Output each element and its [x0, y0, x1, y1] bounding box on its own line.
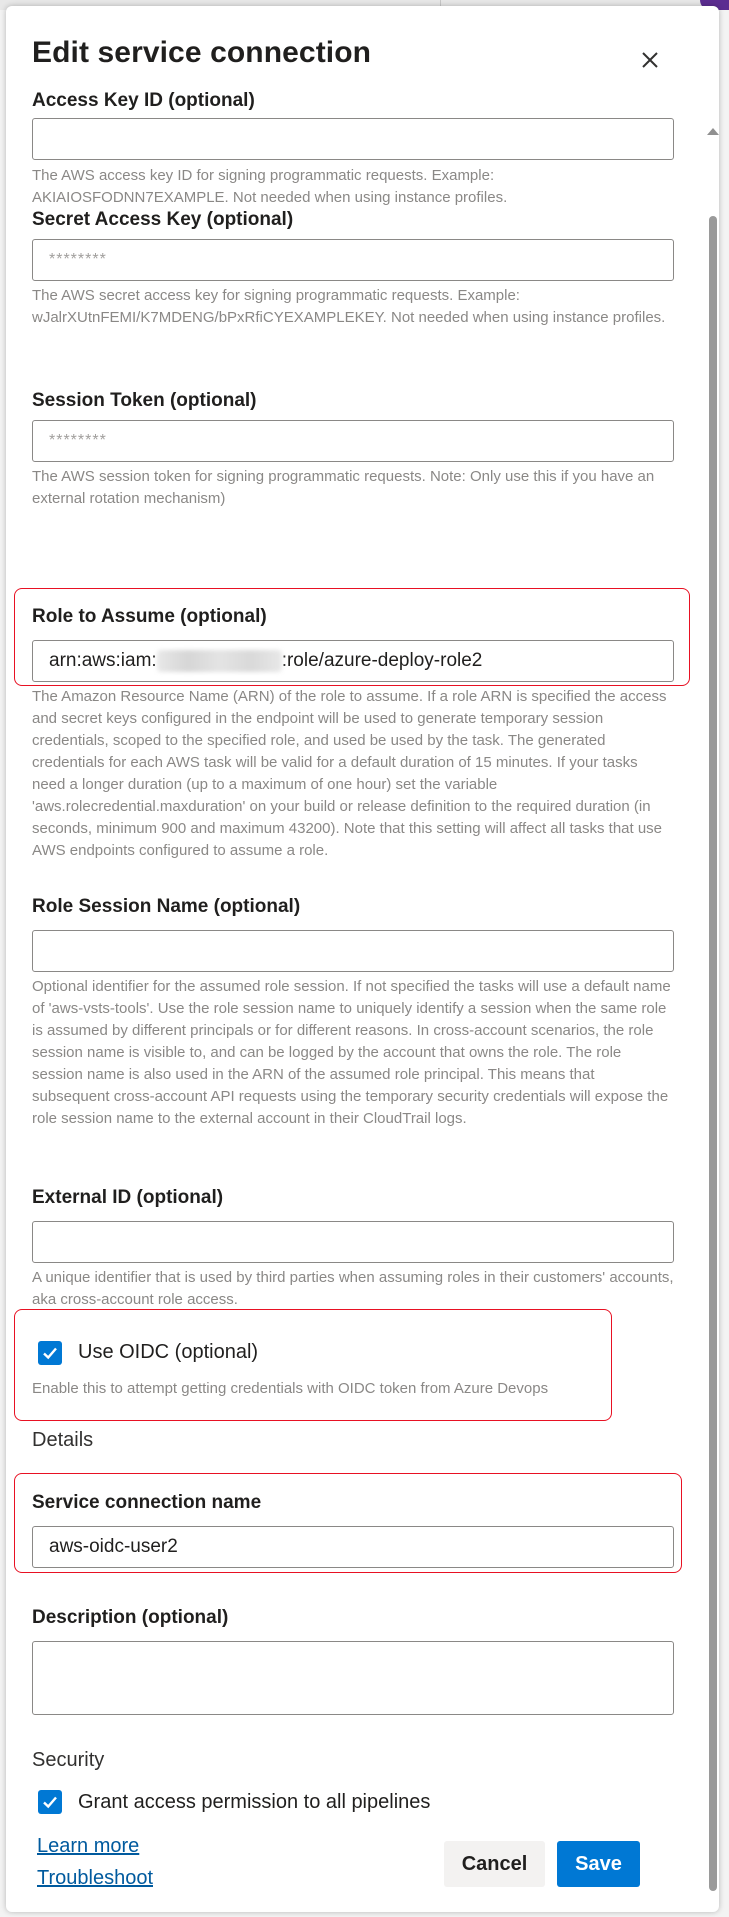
session-token-group: [32, 390, 677, 510]
use-oidc-group: [32, 1340, 677, 1400]
service-connection-name-label: Service connection name: [32, 1492, 262, 1513]
grant-access-checkbox[interactable]: [38, 1790, 62, 1814]
use-oidc-checkbox[interactable]: [38, 1341, 62, 1365]
role-arn-prefix: arn:aws:iam:: [49, 650, 157, 671]
external-id-input[interactable]: [32, 1221, 674, 1263]
session-token-help: The AWS session token for signing programmatic requests. Note: Only use this if you have an external rotation mechanism): [32, 468, 655, 507]
use-oidc-help: Enable this to attempt getting credentials with OIDC token from Azure Devops: [32, 1380, 549, 1397]
description-textarea[interactable]: [32, 1641, 674, 1715]
edit-service-connection-dialog: [6, 6, 719, 1912]
save-button[interactable]: Save: [557, 1841, 640, 1887]
checkmark-icon: [41, 1793, 59, 1811]
access-key-id-input[interactable]: [32, 118, 674, 160]
redacted-account-id: [157, 650, 282, 672]
role-to-assume-label: Role to Assume (optional): [32, 606, 267, 627]
scrollbar-thumb[interactable]: [709, 216, 717, 1891]
checkmark-icon: [41, 1344, 59, 1362]
security-heading: Security: [32, 1749, 105, 1771]
role-to-assume-help: The Amazon Resource Name (ARN) of the role to assume. If a role ARN is specified the access and secret keys configured in the endpoint will be used to generate temporary session credentials, scoped to the specified role, and used be used by the task. The generated credentials for each AWS task will be valid for a default duration of 15 minutes. If your tasks need a longer duration (up to a maximum of one hour) set the variable 'aws.rolecredential.maxduration' on your build or release definition to the required duration (in seconds, minimum 900 and maximum 43200). Note that this setting will affect all tasks that use AWS endpoints configured to assume a role.: [32, 688, 667, 859]
chevron-up-icon[interactable]: [707, 128, 719, 135]
secret-access-key-label: Secret Access Key (optional): [32, 209, 294, 230]
close-icon[interactable]: [636, 46, 664, 74]
dialog-content: [6, 90, 719, 1912]
role-session-name-input[interactable]: [32, 930, 674, 972]
access-key-id-group: [32, 90, 677, 206]
role-to-assume-group: [32, 606, 677, 859]
external-id-label: External ID (optional): [32, 1187, 224, 1208]
grant-access-label: Grant access permission to all pipelines: [78, 1791, 431, 1813]
troubleshoot-link[interactable]: Troubleshoot: [37, 1867, 153, 1889]
cancel-button[interactable]: Cancel: [444, 1841, 545, 1887]
description-group: [32, 1607, 677, 1717]
secret-access-key-group: [32, 209, 677, 349]
secret-access-key-input[interactable]: [32, 239, 674, 281]
role-to-assume-input[interactable]: [32, 640, 674, 682]
description-label: Description (optional): [32, 1607, 229, 1628]
access-key-id-label: Access Key ID (optional): [32, 90, 255, 111]
external-id-group: [32, 1187, 677, 1308]
role-session-name-group: [32, 896, 677, 1136]
scrollbar[interactable]: [706, 116, 720, 1916]
secret-access-key-help: The AWS secret access key for signing programmatic requests. Example: wJalrXUtnFEMI/K7MDENG/bPxRfiCYEXAMPLEKEY. Not needed when using instance profiles.: [32, 287, 666, 326]
access-key-id-help: The AWS access key ID for signing programmatic requests. Example: AKIAIOSFODNN7EXAMPLE. Not needed when using instance profiles.: [32, 167, 508, 206]
role-arn-suffix: :role/azure-deploy-role2: [281, 650, 483, 671]
role-session-name-help: Optional identifier for the assumed role session. If not specified the tasks will use a default name of 'aws-vsts-tools'. Use the role session name to uniquely identify a session when the same role is assumed by different principals or for different reasons. In cross-account scenarios, the role session name is visible to, and can be logged by the account that owns the role. The role session name is also used in the ARN of the assumed role principal. This means that subsequent cross-account API requests using the temporary security credentials will expose the role session name to the external account in their CloudTrail logs.: [32, 978, 671, 1127]
details-heading: Details: [32, 1429, 94, 1451]
session-token-label: Session Token (optional): [32, 390, 257, 411]
learn-more-link[interactable]: Learn more: [37, 1835, 140, 1857]
dialog-title: Edit service connection: [32, 36, 372, 69]
session-token-input[interactable]: [32, 420, 674, 462]
role-session-name-label: Role Session Name (optional): [32, 896, 301, 917]
external-id-help: A unique identifier that is used by third parties when assuming roles in their customers' accounts, aka cross-account role access.: [32, 1269, 674, 1308]
use-oidc-label: Use OIDC (optional): [78, 1341, 259, 1363]
service-connection-name-group: [32, 1492, 677, 1572]
service-connection-name-input[interactable]: [32, 1526, 674, 1568]
